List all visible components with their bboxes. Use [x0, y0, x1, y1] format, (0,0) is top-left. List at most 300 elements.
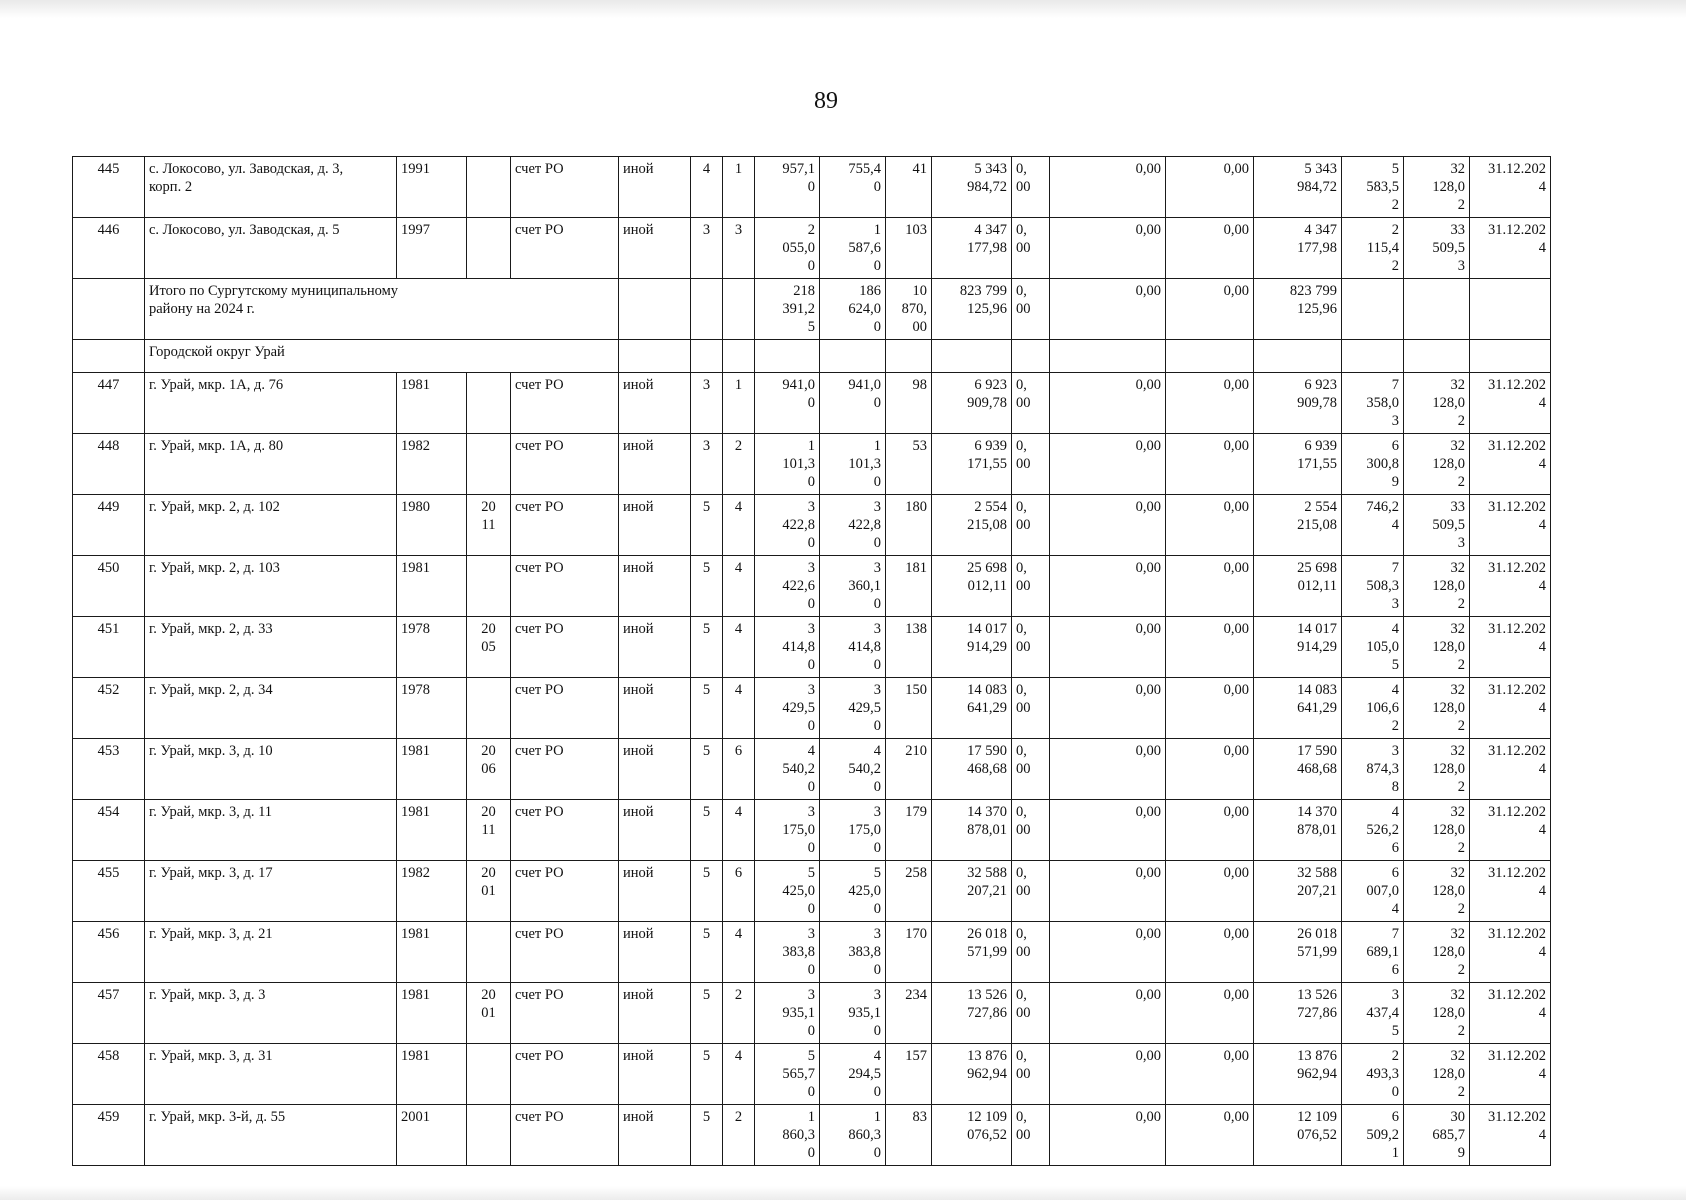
cell-limit-m2: 32 128,0 2: [1404, 617, 1470, 678]
cell-residents: 210: [886, 739, 932, 800]
cell-entrances: 4: [723, 617, 755, 678]
cell-year-repair: [467, 373, 511, 434]
cell-address: г. Урай, мкр. 3, д. 3: [145, 983, 397, 1044]
cell-year-repair: 20 06: [467, 739, 511, 800]
cell-cost: 12 109 076,52: [932, 1105, 1012, 1166]
cell-c3: 0,00: [1166, 922, 1254, 983]
subtotal-residents: 10 870, 00: [886, 279, 932, 340]
table-row: [73, 983, 1551, 1044]
cell-cost: 13 526 727,86: [932, 983, 1012, 1044]
cell-year-built: 1982: [397, 861, 467, 922]
cell-address: г. Урай, мкр. 2, д. 103: [145, 556, 397, 617]
cell-entrances: 6: [723, 739, 755, 800]
cell-entrances: 6: [723, 861, 755, 922]
cell-per-m2: 6 300,8 9: [1342, 434, 1404, 495]
cell-limit-m2: 32 128,0 2: [1404, 434, 1470, 495]
cell-deadline: 31.12.202 4: [1470, 617, 1551, 678]
cell-deadline: 31.12.202 4: [1470, 373, 1551, 434]
cell-entrances: 4: [723, 922, 755, 983]
cell-entrances: 4: [723, 495, 755, 556]
cell-limit-m2: 32 128,0 2: [1404, 922, 1470, 983]
cell-c2: 0,00: [1050, 983, 1166, 1044]
cell-year-repair: 20 05: [467, 617, 511, 678]
cell-year-repair: [467, 218, 511, 279]
table-row: [73, 678, 1551, 739]
cell-limit-m2: 32 128,0 2: [1404, 556, 1470, 617]
cell-area-living: 941,0 0: [820, 373, 886, 434]
subtotal-c3: 0,00: [1166, 279, 1254, 340]
cell-per-m2: 6 007,0 4: [1342, 861, 1404, 922]
cell-area-total: 3 422,8 0: [755, 495, 820, 556]
cell-no: 455: [73, 861, 145, 922]
cell-floors: 5: [691, 1044, 723, 1105]
cell-c3: 0,00: [1166, 800, 1254, 861]
cell-cost: 6 939 171,55: [932, 434, 1012, 495]
cell-area-total: 3 935,1 0: [755, 983, 820, 1044]
cell-per-m2: 4 106,6 2: [1342, 678, 1404, 739]
cell-residents: 258: [886, 861, 932, 922]
cell-c4: 5 343 984,72: [1254, 157, 1342, 218]
cell-per-m2: 2 493,3 0: [1342, 1044, 1404, 1105]
table-row: [73, 922, 1551, 983]
cell-cost: 14 370 878,01: [932, 800, 1012, 861]
cell-fund: счет РО: [511, 157, 619, 218]
cell-c4: 13 526 727,86: [1254, 983, 1342, 1044]
cell-fund: счет РО: [511, 922, 619, 983]
section-title: Городской округ Урай: [145, 340, 619, 373]
cell-no: 453: [73, 739, 145, 800]
cell-residents: 179: [886, 800, 932, 861]
cell-c2: 0,00: [1050, 434, 1166, 495]
rows-surgut-district: [73, 157, 1551, 279]
cell-per-m2: 4 526,2 6: [1342, 800, 1404, 861]
cell-area-living: 3 935,1 0: [820, 983, 886, 1044]
cell-limit-m2: 32 128,0 2: [1404, 983, 1470, 1044]
cell-year-repair: [467, 678, 511, 739]
cell-area-total: 5 565,7 0: [755, 1044, 820, 1105]
subtotal-c4: 823 799 125,96: [1254, 279, 1342, 340]
cell-limit-m2: 32 128,0 2: [1404, 800, 1470, 861]
cell-cost: 26 018 571,99: [932, 922, 1012, 983]
cell-residents: 157: [886, 1044, 932, 1105]
cell-per-m2: 5 583,5 2: [1342, 157, 1404, 218]
cell-area-living: 3 360,1 0: [820, 556, 886, 617]
cell-area-total: 1 860,3 0: [755, 1105, 820, 1166]
rows-uray-district: [73, 373, 1551, 1166]
cell-deadline: 31.12.202 4: [1470, 678, 1551, 739]
cell-c4: 12 109 076,52: [1254, 1105, 1342, 1166]
cell-year-built: 1981: [397, 739, 467, 800]
cell-fund: счет РО: [511, 1044, 619, 1105]
cell-per-m2: 2 115,4 2: [1342, 218, 1404, 279]
cell-c1: 0, 00: [1012, 157, 1050, 218]
subtotal-c1: 0, 00: [1012, 279, 1050, 340]
cell-residents: 170: [886, 922, 932, 983]
cell-address: г. Урай, мкр. 2, д. 33: [145, 617, 397, 678]
cell-c2: 0,00: [1050, 922, 1166, 983]
cell-limit-m2: 32 128,0 2: [1404, 373, 1470, 434]
cell-c2: 0,00: [1050, 617, 1166, 678]
cell-cost: 32 588 207,21: [932, 861, 1012, 922]
cell-floors: 5: [691, 678, 723, 739]
cell-residents: 138: [886, 617, 932, 678]
cell-area-total: 3 383,8 0: [755, 922, 820, 983]
cell-year-built: 1981: [397, 556, 467, 617]
cell-cost: 13 876 962,94: [932, 1044, 1012, 1105]
table-row: [73, 495, 1551, 556]
cell-c3: 0,00: [1166, 373, 1254, 434]
cell-entrances: 2: [723, 1105, 755, 1166]
cell-area-living: 3 422,8 0: [820, 495, 886, 556]
cell-no: 446: [73, 218, 145, 279]
subtotal-label: Итого по Сургутскому муниципальному району на 2024 г.: [145, 279, 619, 340]
cell-no: 459: [73, 1105, 145, 1166]
cell-area-total: 3 422,6 0: [755, 556, 820, 617]
cell-entrances: 4: [723, 800, 755, 861]
cell-no: 450: [73, 556, 145, 617]
cell-limit-m2: 33 509,5 3: [1404, 218, 1470, 279]
cell-c4: 14 370 878,01: [1254, 800, 1342, 861]
cell-address: г. Урай, мкр. 3, д. 11: [145, 800, 397, 861]
cell-year-built: 1980: [397, 495, 467, 556]
cell-area-living: 3 383,8 0: [820, 922, 886, 983]
cell-deadline: 31.12.202 4: [1470, 861, 1551, 922]
table-row: [73, 218, 1551, 279]
cell-entrances: 2: [723, 983, 755, 1044]
cell-floors: 3: [691, 373, 723, 434]
cell-residents: 234: [886, 983, 932, 1044]
cell-limit-m2: 32 128,0 2: [1404, 1044, 1470, 1105]
cell-address: г. Урай, мкр. 3, д. 10: [145, 739, 397, 800]
cell-year-repair: [467, 1105, 511, 1166]
cell-c1: 0, 00: [1012, 861, 1050, 922]
cell-floors: 5: [691, 556, 723, 617]
cell-floors: 5: [691, 495, 723, 556]
cell-c3: 0,00: [1166, 218, 1254, 279]
cell-residents: 98: [886, 373, 932, 434]
cell-wall: иной: [619, 922, 691, 983]
cell-floors: 5: [691, 983, 723, 1044]
cell-year-repair: 20 01: [467, 983, 511, 1044]
cell-c4: 32 588 207,21: [1254, 861, 1342, 922]
cell-c1: 0, 00: [1012, 1044, 1050, 1105]
cell-residents: 41: [886, 157, 932, 218]
cell-c1: 0, 00: [1012, 800, 1050, 861]
cell-area-living: 4 540,2 0: [820, 739, 886, 800]
cell-area-total: 3 414,8 0: [755, 617, 820, 678]
cell-year-built: 1981: [397, 373, 467, 434]
cell-floors: 5: [691, 739, 723, 800]
cell-limit-m2: 33 509,5 3: [1404, 495, 1470, 556]
cell-fund: счет РО: [511, 434, 619, 495]
cell-fund: счет РО: [511, 495, 619, 556]
cell-deadline: 31.12.202 4: [1470, 218, 1551, 279]
cell-per-m2: 7 358,0 3: [1342, 373, 1404, 434]
cell-address: г. Урай, мкр. 1А, д. 80: [145, 434, 397, 495]
cell-address: г. Урай, мкр. 2, д. 34: [145, 678, 397, 739]
cell-year-built: 1997: [397, 218, 467, 279]
cell-address: г. Урай, мкр. 3, д. 17: [145, 861, 397, 922]
cell-area-living: 4 294,5 0: [820, 1044, 886, 1105]
table-row: [73, 800, 1551, 861]
cell-fund: счет РО: [511, 800, 619, 861]
cell-no: 447: [73, 373, 145, 434]
cell-c1: 0, 00: [1012, 434, 1050, 495]
subtotal-area-living: 186 624,0 0: [820, 279, 886, 340]
cell-c3: 0,00: [1166, 739, 1254, 800]
cell-c4: 14 017 914,29: [1254, 617, 1342, 678]
cell-address: г. Урай, мкр. 3, д. 21: [145, 922, 397, 983]
cell-wall: иной: [619, 678, 691, 739]
cell-area-living: 1 860,3 0: [820, 1105, 886, 1166]
cell-residents: 103: [886, 218, 932, 279]
cell-c1: 0, 00: [1012, 1105, 1050, 1166]
table-row: [73, 1105, 1551, 1166]
housing-register-table: [72, 156, 1551, 1166]
cell-c4: 26 018 571,99: [1254, 922, 1342, 983]
table-row: [73, 434, 1551, 495]
subtotal-cost: 823 799 125,96: [932, 279, 1012, 340]
cell-no: 457: [73, 983, 145, 1044]
cell-c3: 0,00: [1166, 495, 1254, 556]
cell-c1: 0, 00: [1012, 617, 1050, 678]
cell-c4: 13 876 962,94: [1254, 1044, 1342, 1105]
cell-year-built: 1978: [397, 678, 467, 739]
table-row: [73, 157, 1551, 218]
cell-wall: иной: [619, 495, 691, 556]
cell-address: г. Урай, мкр. 3, д. 31: [145, 1044, 397, 1105]
cell-year-built: 1981: [397, 983, 467, 1044]
cell-deadline: 31.12.202 4: [1470, 434, 1551, 495]
cell-c3: 0,00: [1166, 1044, 1254, 1105]
cell-c1: 0, 00: [1012, 739, 1050, 800]
cell-no: 451: [73, 617, 145, 678]
cell-c1: 0, 00: [1012, 922, 1050, 983]
cell-cost: 2 554 215,08: [932, 495, 1012, 556]
cell-entrances: 1: [723, 157, 755, 218]
cell-c1: 0, 00: [1012, 218, 1050, 279]
cell-c4: 25 698 012,11: [1254, 556, 1342, 617]
cell-c2: 0,00: [1050, 1044, 1166, 1105]
cell-per-m2: 3 874,3 8: [1342, 739, 1404, 800]
cell-c3: 0,00: [1166, 617, 1254, 678]
cell-area-total: 941,0 0: [755, 373, 820, 434]
cell-no: 448: [73, 434, 145, 495]
cell-c1: 0, 00: [1012, 373, 1050, 434]
cell-no: 456: [73, 922, 145, 983]
cell-floors: 4: [691, 157, 723, 218]
cell-fund: счет РО: [511, 739, 619, 800]
cell-fund: счет РО: [511, 556, 619, 617]
cell-wall: иной: [619, 739, 691, 800]
scan-edge-bottom: [0, 1186, 1686, 1200]
cell-address: с. Локосово, ул. Заводская, д. 5: [145, 218, 397, 279]
table-row: [73, 739, 1551, 800]
cell-per-m2: 7 508,3 3: [1342, 556, 1404, 617]
cell-wall: иной: [619, 617, 691, 678]
cell-deadline: 31.12.202 4: [1470, 157, 1551, 218]
cell-year-built: 1981: [397, 800, 467, 861]
cell-c3: 0,00: [1166, 861, 1254, 922]
cell-deadline: 31.12.202 4: [1470, 739, 1551, 800]
cell-c2: 0,00: [1050, 218, 1166, 279]
cell-residents: 180: [886, 495, 932, 556]
cell-wall: иной: [619, 861, 691, 922]
cell-wall: иной: [619, 556, 691, 617]
cell-deadline: 31.12.202 4: [1470, 983, 1551, 1044]
cell-no: 454: [73, 800, 145, 861]
cell-wall: иной: [619, 983, 691, 1044]
cell-entrances: 2: [723, 434, 755, 495]
cell-cost: 6 923 909,78: [932, 373, 1012, 434]
cell-c1: 0, 00: [1012, 983, 1050, 1044]
cell-cost: 14 017 914,29: [932, 617, 1012, 678]
scan-edge-top: [0, 0, 1686, 18]
cell-limit-m2: 32 128,0 2: [1404, 739, 1470, 800]
table-row: [73, 373, 1551, 434]
cell-wall: иной: [619, 1044, 691, 1105]
table-row: [73, 556, 1551, 617]
cell-cost: 25 698 012,11: [932, 556, 1012, 617]
cell-floors: 5: [691, 861, 723, 922]
cell-fund: счет РО: [511, 617, 619, 678]
cell-entrances: 1: [723, 373, 755, 434]
cell-year-repair: [467, 434, 511, 495]
cell-entrances: 3: [723, 218, 755, 279]
cell-fund: счет РО: [511, 1105, 619, 1166]
cell-limit-m2: 30 685,7 9: [1404, 1105, 1470, 1166]
cell-year-built: 1991: [397, 157, 467, 218]
cell-no: 445: [73, 157, 145, 218]
cell-year-built: 1982: [397, 434, 467, 495]
cell-wall: иной: [619, 434, 691, 495]
cell-c3: 0,00: [1166, 1105, 1254, 1166]
cell-floors: 5: [691, 617, 723, 678]
cell-deadline: 31.12.202 4: [1470, 1044, 1551, 1105]
cell-fund: счет РО: [511, 373, 619, 434]
cell-c4: 6 923 909,78: [1254, 373, 1342, 434]
cell-area-living: 1 587,6 0: [820, 218, 886, 279]
cell-c4: 17 590 468,68: [1254, 739, 1342, 800]
cell-deadline: 31.12.202 4: [1470, 922, 1551, 983]
cell-no: 452: [73, 678, 145, 739]
cell-limit-m2: 32 128,0 2: [1404, 678, 1470, 739]
subtotal-row: [73, 279, 1551, 340]
cell-area-total: 4 540,2 0: [755, 739, 820, 800]
cell-floors: 3: [691, 218, 723, 279]
cell-year-built: 1978: [397, 617, 467, 678]
cell-year-repair: [467, 556, 511, 617]
cell-c2: 0,00: [1050, 739, 1166, 800]
cell-no: 449: [73, 495, 145, 556]
cell-floors: 3: [691, 434, 723, 495]
cell-area-living: 1 101,3 0: [820, 434, 886, 495]
cell-deadline: 31.12.202 4: [1470, 1105, 1551, 1166]
cell-cost: 4 347 177,98: [932, 218, 1012, 279]
subtotal-block: [73, 279, 1551, 373]
cell-c4: 2 554 215,08: [1254, 495, 1342, 556]
cell-entrances: 4: [723, 556, 755, 617]
cell-cost: 14 083 641,29: [932, 678, 1012, 739]
cell-address: г. Урай, мкр. 3-й, д. 55: [145, 1105, 397, 1166]
cell-address: с. Локосово, ул. Заводская, д. 3, корп. 2: [145, 157, 397, 218]
cell-year-repair: 20 01: [467, 861, 511, 922]
cell-residents: 53: [886, 434, 932, 495]
subtotal-c2: 0,00: [1050, 279, 1166, 340]
cell-deadline: 31.12.202 4: [1470, 800, 1551, 861]
cell-residents: 150: [886, 678, 932, 739]
cell-no: 458: [73, 1044, 145, 1105]
cell-area-living: 3 414,8 0: [820, 617, 886, 678]
cell-area-total: 2 055,0 0: [755, 218, 820, 279]
cell-year-repair: [467, 1044, 511, 1105]
cell-per-m2: 4 105,0 5: [1342, 617, 1404, 678]
page-number: 89: [814, 88, 838, 114]
cell-c2: 0,00: [1050, 373, 1166, 434]
cell-c2: 0,00: [1050, 678, 1166, 739]
cell-c3: 0,00: [1166, 434, 1254, 495]
cell-area-total: 1 101,3 0: [755, 434, 820, 495]
cell-residents: 181: [886, 556, 932, 617]
cell-area-total: 957,1 0: [755, 157, 820, 218]
cell-area-living: 3 429,5 0: [820, 678, 886, 739]
cell-deadline: 31.12.202 4: [1470, 556, 1551, 617]
cell-wall: иной: [619, 800, 691, 861]
cell-area-living: 3 175,0 0: [820, 800, 886, 861]
cell-fund: счет РО: [511, 861, 619, 922]
cell-wall: иной: [619, 218, 691, 279]
cell-fund: счет РО: [511, 983, 619, 1044]
cell-limit-m2: 32 128,0 2: [1404, 861, 1470, 922]
cell-entrances: 4: [723, 1044, 755, 1105]
subtotal-area-total: 218 391,2 5: [755, 279, 820, 340]
cell-c3: 0,00: [1166, 157, 1254, 218]
cell-wall: иной: [619, 373, 691, 434]
cell-c2: 0,00: [1050, 1105, 1166, 1166]
cell-year-repair: 20 11: [467, 800, 511, 861]
cell-address: г. Урай, мкр. 1А, д. 76: [145, 373, 397, 434]
cell-per-m2: 3 437,4 5: [1342, 983, 1404, 1044]
cell-wall: иной: [619, 1105, 691, 1166]
cell-c2: 0,00: [1050, 495, 1166, 556]
cell-residents: 83: [886, 1105, 932, 1166]
cell-address: г. Урай, мкр. 2, д. 102: [145, 495, 397, 556]
cell-fund: счет РО: [511, 678, 619, 739]
cell-c1: 0, 00: [1012, 678, 1050, 739]
cell-c2: 0,00: [1050, 800, 1166, 861]
table-row: [73, 1044, 1551, 1105]
cell-c2: 0,00: [1050, 861, 1166, 922]
cell-c2: 0,00: [1050, 157, 1166, 218]
cell-floors: 5: [691, 922, 723, 983]
cell-entrances: 4: [723, 678, 755, 739]
cell-c4: 4 347 177,98: [1254, 218, 1342, 279]
cell-per-m2: 746,2 4: [1342, 495, 1404, 556]
cell-c2: 0,00: [1050, 556, 1166, 617]
cell-area-total: 5 425,0 0: [755, 861, 820, 922]
cell-c3: 0,00: [1166, 983, 1254, 1044]
cell-deadline: 31.12.202 4: [1470, 495, 1551, 556]
cell-floors: 5: [691, 800, 723, 861]
cell-c1: 0, 00: [1012, 556, 1050, 617]
cell-per-m2: 6 509,2 1: [1342, 1105, 1404, 1166]
section-header-row: [73, 340, 1551, 373]
cell-area-total: 3 429,5 0: [755, 678, 820, 739]
cell-cost: 5 343 984,72: [932, 157, 1012, 218]
cell-year-repair: [467, 157, 511, 218]
cell-per-m2: 7 689,1 6: [1342, 922, 1404, 983]
cell-limit-m2: 32 128,0 2: [1404, 157, 1470, 218]
